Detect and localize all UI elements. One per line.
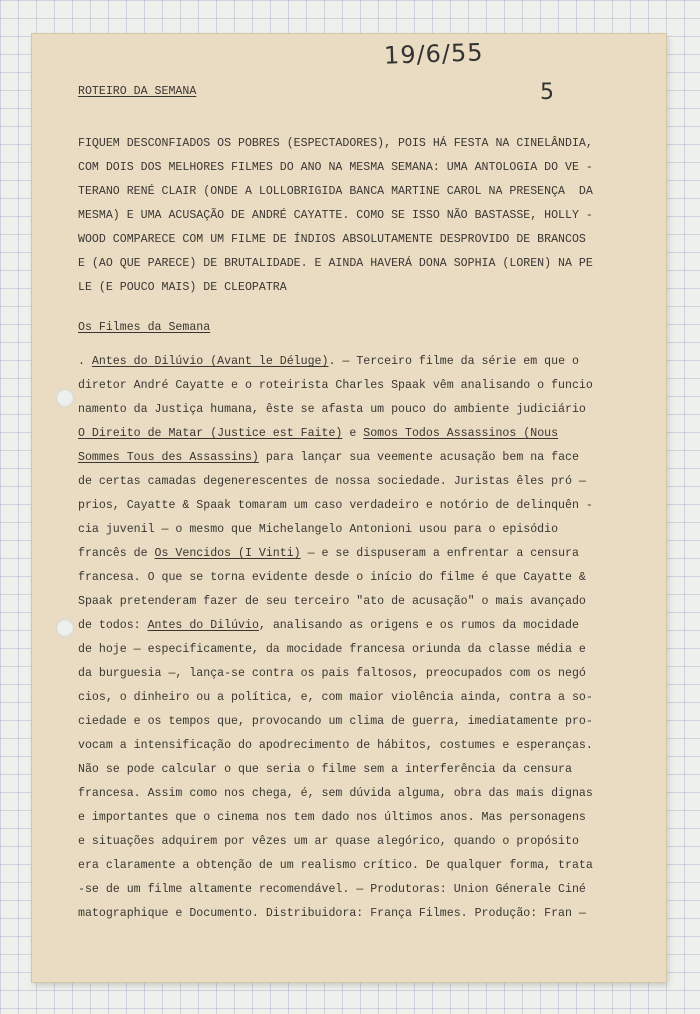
body-line: prios, Cayatte & Spaak tomaram um caso verdadeiro e notório de delinquên - [78, 499, 593, 512]
film-title: Somos Todos Assassinos (Nous [363, 427, 559, 440]
film-title: Os Vencidos (I Vinti) [154, 547, 301, 560]
body-line: matographique e Documento. Distribuidora: França Filmes. Produção: Fran — [78, 907, 586, 920]
punch-hole [56, 619, 74, 637]
body-line: ciedade e os tempos que, provocando um clima de guerra, imediatamente pro- [78, 715, 593, 728]
body-line: diretor André Cayatte e o roteirista Charles Spaak vêm analisando o funcio [78, 379, 593, 392]
film-title: Antes do Dilúvio (Avant le Déluge) [91, 355, 329, 368]
body-line: cia juvenil — o mesmo que Michelangelo Antonioni usou para o episódio [78, 523, 559, 536]
body-line: e situações adquirem por vêzes um ar quase alegórico, quando o propósito [78, 835, 579, 848]
typewritten-page [32, 34, 666, 982]
body-line: francês de Os Vencidos (I Vinti) — e se dispuseram a enfrentar a censura [78, 547, 579, 560]
film-title: O Direito de Matar (Justice est Faite) [78, 427, 343, 440]
document-text [78, 34, 650, 954]
body-line: cios, o dinheiro ou a política, e, com maior violência ainda, contra a so- [78, 691, 593, 704]
punch-hole [56, 389, 74, 407]
body-line: era claramente a obtenção de um realismo crítico. De qualquer forma, trata [78, 859, 593, 872]
body-line: francesa. Assim como nos chega, é, sem dúvida alguma, obra das mais dignas [78, 787, 593, 800]
intro-line: LE (E POUCO MAIS) DE CLEOPATRA [78, 281, 287, 294]
intro-line: FIQUEM DESCONFIADOS OS POBRES (ESPECTADORES), POIS HÁ FESTA NA CINELÂNDIA, [78, 137, 593, 150]
body-line: francesa. O que se torna evidente desde o início do filme é que Cayatte & [78, 571, 586, 584]
body-line: e importantes que o cinema nos tem dado nos últimos anos. Mas personagens [78, 811, 586, 824]
film-title: Antes do Dilúvio [147, 619, 259, 632]
body-line: . Antes do Dilúvio (Avant le Déluge). — Terceiro filme da série em que o [78, 355, 579, 368]
body-line: O Direito de Matar (Justice est Faite) e Somos Todos Assassinos (Nous [78, 427, 559, 440]
body-line: Não se pode calcular o que seria o filme sem a interferência da censura [78, 763, 572, 776]
body-line: -se de um filme altamente recomendável. — Produtoras: Union Génerale Ciné [78, 883, 586, 896]
intro-line: MESMA) E UMA ACUSAÇÃO DE ANDRÉ CAYATTE. COMO SE ISSO NÃO BASTASSE, HOLLY - [78, 209, 593, 222]
body-line: da burguesia —, lança-se contra os pais faltosos, preocupados com os negó [78, 667, 586, 680]
body-line: de hoje — especificamente, da mocidade francesa oriunda da classe média e [78, 643, 586, 656]
heading: ROTEIRO DA SEMANA [78, 85, 197, 98]
body-line: namento da Justiça humana, êste se afasta um pouco do ambiente judiciário [78, 403, 586, 416]
handwritten-page-number: 5 [540, 80, 554, 105]
body-line: de certas camadas degenerescentes de nossa sociedade. Juristas êles pró — [78, 475, 586, 488]
section-title: Os Filmes da Semana [78, 321, 211, 334]
intro-line: COM DOIS DOS MELHORES FILMES DO ANO NA MESMA SEMANA: UMA ANTOLOGIA DO VE - [78, 161, 593, 174]
body-line: vocam a intensificação do apodrecimento de hábitos, costumes e esperanças. [78, 739, 593, 752]
handwritten-date: 19/6/55 [383, 38, 484, 70]
intro-line: E (AO QUE PARECE) DE BRUTALIDADE. E AINDA HAVERÁ DONA SOPHIA (LOREN) NA PE [78, 257, 593, 270]
body-line: Spaak pretenderam fazer de seu terceiro "ato de acusação" o mais avançado [78, 595, 586, 608]
intro-line: WOOD COMPARECE COM UM FILME DE ÍNDIOS ABSOLUTAMENTE DESPROVIDO DE BRANCOS [78, 233, 586, 246]
body-line: de todos: Antes do Dilúvio, analisando as origens e os rumos da mocidade [78, 619, 579, 632]
intro-line: TERANO RENÉ CLAIR (ONDE A LOLLOBRIGIDA BANCA MARTINE CAROL NA PRESENÇA DA [78, 185, 593, 198]
film-title: Sommes Tous des Assassins) [78, 451, 259, 464]
body-line: Sommes Tous des Assassins) para lançar sua veemente acusação bem na face [78, 451, 579, 464]
